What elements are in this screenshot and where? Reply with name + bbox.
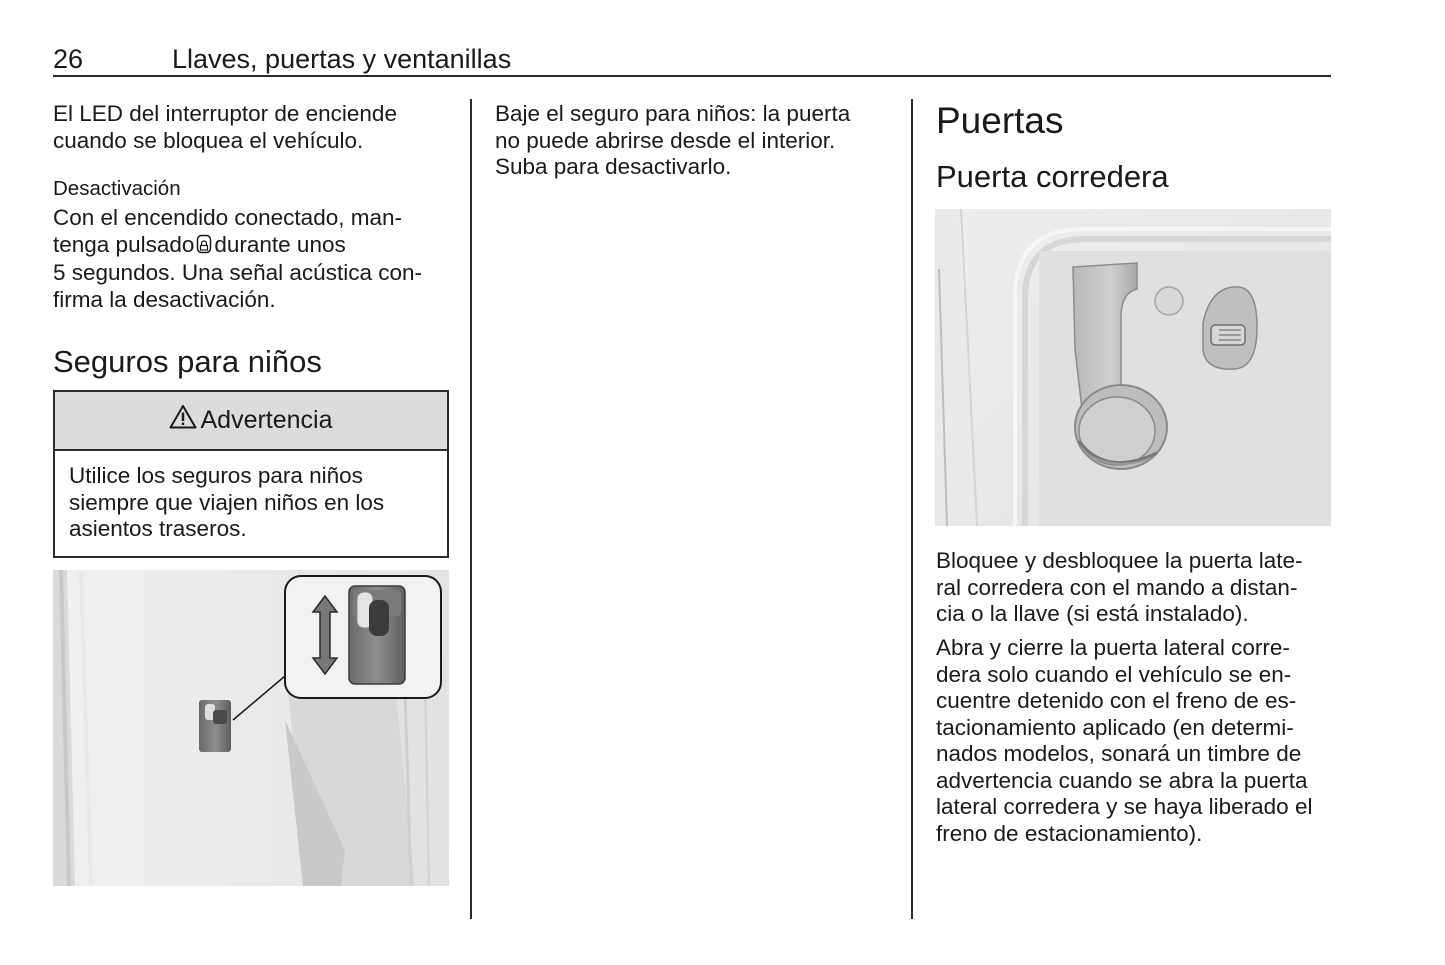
child-locks-heading: Seguros para niños — [53, 344, 322, 379]
text-line: freno de estacionamiento). — [936, 820, 1203, 846]
warning-header — [55, 392, 447, 451]
sliding-door-heading: Puerta corredera — [936, 159, 1169, 194]
column-divider-1 — [470, 99, 472, 919]
text-line: El LED del interruptor de enciende — [53, 101, 397, 126]
text-line: Con el encendido conectado, man- — [53, 205, 402, 230]
text-line: advertencia cuando se abra la puerta — [936, 767, 1308, 793]
header-rule — [53, 75, 1331, 77]
page-title: Llaves, puertas y ventanillas — [172, 44, 512, 74]
text-line: no puede abrirse desde el interior. — [495, 127, 836, 153]
text-line: Utilice los seguros para niños — [69, 463, 363, 488]
warning-title: Advertencia — [200, 406, 333, 434]
warning-box — [53, 390, 449, 558]
text-line: Abra y cierre la puerta lateral corre- — [936, 635, 1290, 660]
text-line: cuentre detenido con el freno de es- — [936, 688, 1297, 713]
text-line: Baje el seguro para niños: la puerta — [495, 101, 851, 126]
page-number: 26 — [53, 44, 84, 74]
text-line: firma la desactivación. — [53, 286, 276, 312]
text-line: cuando se bloquea el vehículo. — [53, 127, 364, 153]
child-lock-illustration — [53, 570, 449, 886]
text-line: asientos traseros. — [69, 516, 247, 541]
deactivation-heading: Desactivación — [53, 177, 181, 200]
text-line: lateral corredera y se haya liberado el — [936, 794, 1313, 819]
child-lock-instructions — [495, 101, 850, 181]
warning-triangle-icon — [169, 406, 200, 436]
warning-body — [55, 451, 447, 543]
text-line: Bloquee y desbloquee la puerta late- — [936, 548, 1303, 573]
text-line: nados modelos, sonará un timbre de — [936, 741, 1302, 766]
sliding-door-lock-illustration — [935, 209, 1331, 526]
text-line — [53, 232, 422, 261]
column-divider-2 — [911, 99, 913, 919]
sliding-door-paragraph-2 — [936, 635, 1312, 847]
intro-paragraph — [53, 101, 397, 154]
text-line: ral corredera con el mando a distan- — [936, 574, 1298, 600]
text-span: durante unos — [214, 231, 346, 257]
section-heading: Puertas — [936, 100, 1064, 141]
deactivation-paragraph — [53, 205, 422, 313]
text-line: Suba para desactivarlo. — [495, 154, 732, 179]
text-line: cia o la llave (si está instalado). — [936, 601, 1249, 626]
text-span: tenga pulsado — [53, 231, 195, 257]
text-line: siempre que viajen niños en los — [69, 489, 385, 515]
text-line: 5 segundos. Una señal acústica con- — [53, 260, 422, 285]
text-line: dera solo cuando el vehículo se en- — [936, 661, 1292, 687]
text-line: tacionamiento aplicado (en determi- — [936, 714, 1294, 740]
sliding-door-paragraph-1 — [936, 548, 1303, 628]
lock-icon — [196, 234, 212, 261]
